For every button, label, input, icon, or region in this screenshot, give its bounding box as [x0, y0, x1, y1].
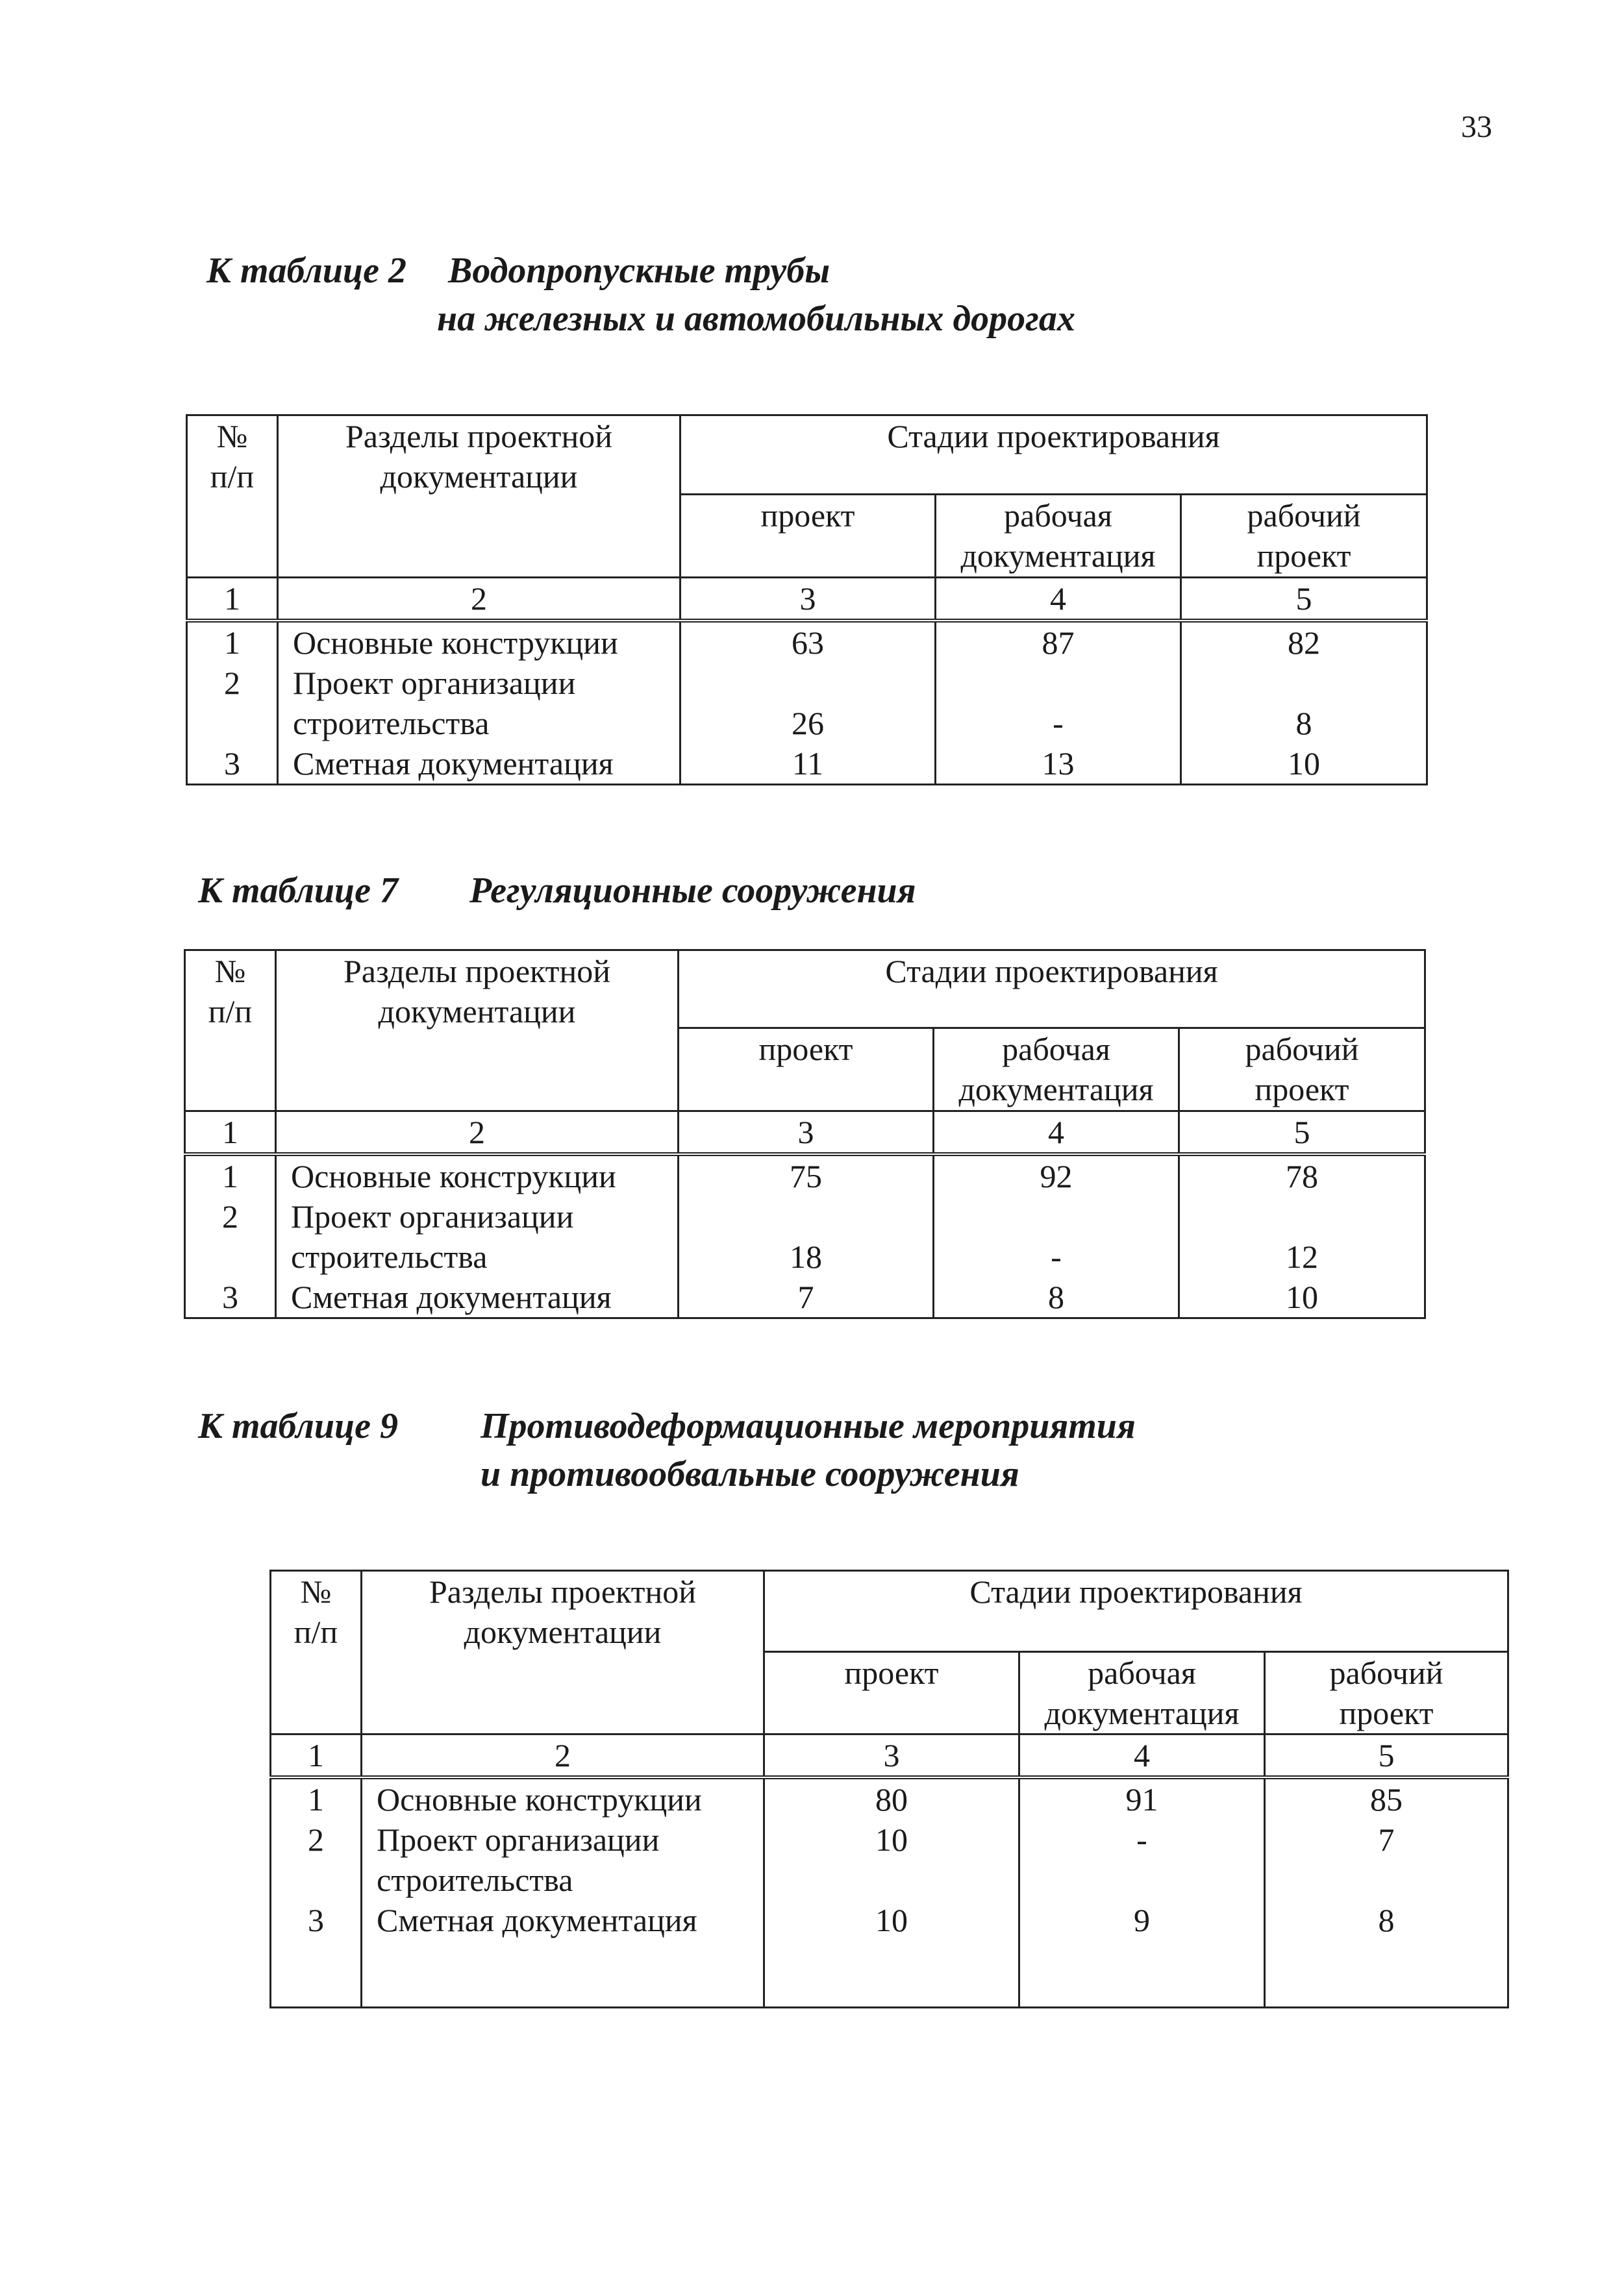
- caption-lead: К таблице 9: [198, 1406, 398, 1446]
- caption-title-line1: Регуляционные сооружения: [469, 870, 916, 911]
- table-row: 1 Основные конструкции 80 91 85: [271, 1777, 1508, 1820]
- num-header: № п/п: [187, 415, 278, 578]
- work-doc-header: рабочая документация: [934, 1028, 1179, 1111]
- work-project-header: рабочий проект: [1179, 1028, 1425, 1111]
- stages-header: Стадии проектирования: [764, 1571, 1508, 1652]
- caption-lead: К таблице 7: [198, 870, 398, 911]
- work-doc-header: рабочая документация: [1019, 1652, 1265, 1734]
- table-row: 1 Основные конструкции 63 87 82: [187, 621, 1427, 663]
- caption-title-line2: на железных и автомобильных дорогах: [437, 299, 1075, 339]
- caption-title-line1: Водопропускные трубы: [448, 251, 830, 291]
- table-row: 2 Проект организации строительства 26 - 8: [187, 663, 1427, 743]
- stages-table: [269, 1570, 1509, 2008]
- stages-table: [184, 949, 1426, 1319]
- work-doc-header: рабочая документация: [936, 495, 1181, 578]
- table-row: 3 Сметная документация 7 8 10: [185, 1277, 1425, 1318]
- section-header: Разделы проектной документации: [278, 415, 681, 578]
- table-row: 2 Проект организации строительства 10 - 7: [271, 1820, 1508, 1900]
- caption-title-line2: и противообвальные сооружения: [481, 1454, 1019, 1494]
- work-project-header: рабочий проект: [1265, 1652, 1508, 1734]
- column-index-row: 1 2 3 4 5: [187, 578, 1427, 621]
- table-row: 1 Основные конструкции 75 92 78: [185, 1154, 1425, 1196]
- section-header: Разделы проектной документации: [362, 1571, 764, 1734]
- stages-table: [186, 414, 1428, 785]
- project-header: проект: [764, 1652, 1019, 1734]
- project-header: проект: [679, 1028, 934, 1111]
- page-number: 33: [1461, 110, 1492, 144]
- project-header: проект: [681, 495, 936, 578]
- table-row: 3 Сметная документация 11 13 10: [187, 743, 1427, 785]
- table-row: 2 Проект организации строительства 18 - 12: [185, 1196, 1425, 1277]
- caption-lead: К таблице 2: [206, 251, 406, 291]
- table-row: 3 Сметная документация 10 9 8: [271, 1900, 1508, 2007]
- section-header: Разделы проектной документации: [276, 950, 679, 1111]
- stages-header: Стадии проектирования: [681, 415, 1427, 495]
- work-project-header: рабочий проект: [1181, 495, 1427, 578]
- num-header: № п/п: [271, 1571, 362, 1734]
- column-index-row: 1 2 3 4 5: [271, 1734, 1508, 1778]
- caption-title-line1: Противодеформационные мероприятия: [481, 1406, 1136, 1446]
- stages-header: Стадии проектирования: [679, 950, 1425, 1028]
- num-header: № п/п: [185, 950, 276, 1111]
- column-index-row: 1 2 3 4 5: [185, 1111, 1425, 1155]
